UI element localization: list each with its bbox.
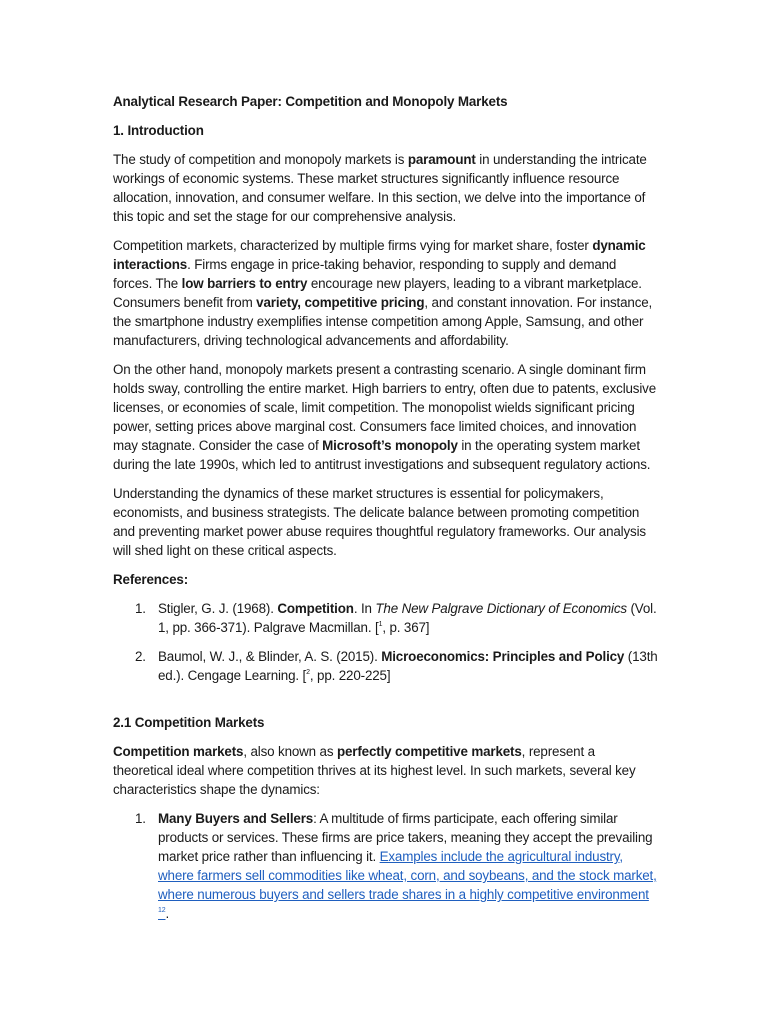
text-run: , also known as xyxy=(243,744,337,759)
text-run: , pp. 220-225] xyxy=(309,668,391,683)
bold-term: Competition markets xyxy=(113,744,244,759)
citation-superscript[interactable]: 12 xyxy=(158,907,166,914)
intro-paragraph-1 xyxy=(113,150,658,226)
section-spacer xyxy=(113,695,658,713)
section-paragraph xyxy=(113,742,658,799)
list-number: 1. xyxy=(135,811,146,826)
document-title: Analytical Research Paper: Competition and Monopoly Markets xyxy=(113,94,508,109)
text-run: . Firms engage in price-taking behavior, responding to supply and demand forces. The xyxy=(113,257,617,291)
text-run: in understanding the intricate workings of economic systems. These market structures significantly influence resource allocation, innovation, and consumer welfare. In this section, we delve into the importance of this topic and set the stage for our comprehensive analysis. xyxy=(113,152,647,224)
text-run: in the operating system market during the late 1990s, which led to antitrust investigations and subsequent regulatory actions. xyxy=(113,438,651,472)
italic-title: The New Palgrave Dictionary of Economics xyxy=(375,601,627,616)
bold-term: Competition xyxy=(277,601,354,616)
bold-term: Many Buyers and Sellers xyxy=(158,811,314,826)
intro-paragraph-3 xyxy=(113,360,658,474)
text-run: Stigler, G. J. (1968). xyxy=(158,601,278,616)
list-number: 2. xyxy=(135,649,146,664)
link-text[interactable]: Examples include the agricultural industry, where farmers sell commodities like wheat, corn, and soybeans, and the stock market, where numerous buyers and sellers trade shares in a highly competitive environment xyxy=(158,849,657,902)
bold-term: perfectly competitive markets xyxy=(336,744,522,759)
characteristics-list xyxy=(113,809,658,923)
text-run: . xyxy=(165,906,170,921)
citation-superscript: 2 xyxy=(306,669,310,676)
section-heading: 2.1 Competition Markets xyxy=(113,715,265,730)
text-run: . In xyxy=(353,601,376,616)
text-run: : A multitude of firms participate, each offering similar products or services. These firms are price takers, meaning they accept the prevailing market price rather than influencing it. xyxy=(158,811,653,864)
document-body xyxy=(113,92,658,933)
text-run: , p. 367] xyxy=(382,620,430,635)
text-run: , and constant innovation. For instance, the smartphone industry exemplifies intense competition among Apple, Samsung, and other manufacturers, driving technological advancements and affordability. xyxy=(113,295,653,348)
citation-superscript: 1 xyxy=(378,621,383,628)
bold-term: dynamic interactions xyxy=(113,238,646,272)
intro-heading: 1. Introduction xyxy=(113,123,204,138)
text-run: Baumol, W. J., & Blinder, A. S. (2015). xyxy=(158,649,382,664)
intro-paragraph-2 xyxy=(113,236,658,350)
text-run: encourage new players, leading to a vibrant marketplace. Consumers benefit from xyxy=(113,276,642,310)
bold-term: variety, competitive pricing xyxy=(256,295,425,310)
text-run: The study of competition and monopoly markets is xyxy=(113,152,408,167)
text-run: , represent a theoretical ideal where competition thrives at its highest level. In such markets, several key characteristics shape the dynamics: xyxy=(113,744,636,797)
text-run: (13th ed.). Cengage Learning. [ xyxy=(158,649,658,683)
reference-item xyxy=(113,647,658,685)
intro-paragraph-4: Understanding the dynamics of these market structures is essential for policymakers, economists, and business strategists. The delicate balance between promoting competition and preventing market power abuse requires thoughtful regulatory frameworks. Our analysis will shed light on these critical aspects. xyxy=(113,486,646,558)
bold-term: low barriers to entry xyxy=(181,276,308,291)
reference-item xyxy=(113,599,658,637)
text-run: On the other hand, monopoly markets present a contrasting scenario. A single dominant firm holds sway, controlling the entire market. High barriers to entry, often due to patents, exclusive licenses, or economies of scale, limit competition. The monopolist wields significant pricing power, setting prices above marginal cost. Consumers face limited choices, and innovation may stagnate. Consider the case of xyxy=(113,362,657,453)
bold-term: Microeconomics: Principles and Policy xyxy=(381,649,625,664)
bold-term: Microsoft’s monopoly xyxy=(322,438,458,453)
text-run: Competition markets, characterized by multiple firms vying for market share, foster xyxy=(113,238,593,253)
references-heading: References: xyxy=(113,572,189,587)
bold-term: paramount xyxy=(407,152,476,167)
text-run: (Vol. 1, pp. 366-371). Palgrave Macmillan. [ xyxy=(158,601,657,635)
list-number: 1. xyxy=(135,601,146,616)
references-list xyxy=(113,599,658,685)
list-item xyxy=(113,809,658,923)
